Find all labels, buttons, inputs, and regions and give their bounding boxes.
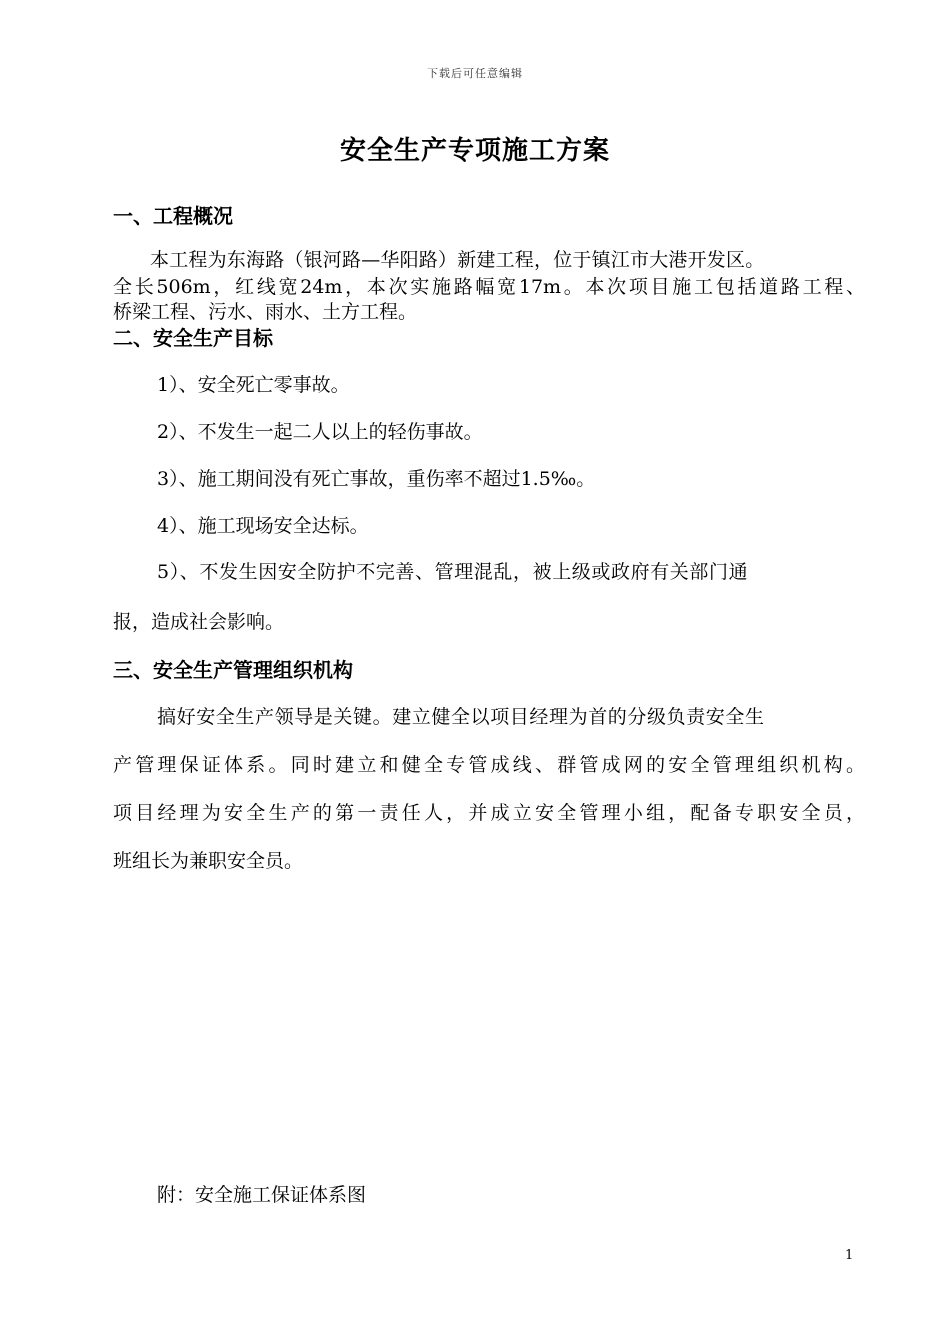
goal-item-3: 3）、施工期间没有死亡事故，重伤率不超过1.5‰。: [157, 468, 596, 490]
organization-line-3: 项目经理为安全生产的第一责任人，并成立安全管理小组，配备专职安全员，: [113, 802, 865, 824]
page-number: 1: [845, 1248, 854, 1263]
overview-line-1: 本工程为东海路（银河路—华阳路）新建工程，位于镇江市大港开发区。: [150, 249, 765, 271]
page-title: 安全生产专项施工方案: [339, 136, 610, 166]
goal-item-5-cont: 报，造成社会影响。: [113, 611, 285, 633]
header-note: 下载后可任意编辑: [427, 67, 523, 80]
overview-line-3: 桥梁工程、污水、雨水、土方工程。: [113, 301, 418, 323]
section-heading-organization: 三、安全生产管理组织机构: [113, 658, 353, 682]
organization-line-2: 产管理保证体系。同时建立和健全专管成线、群管成网的安全管理组织机构。: [113, 754, 865, 776]
organization-line-1: 搞好安全生产领导是关键。建立健全以项目经理为首的分级负责安全生: [157, 706, 765, 728]
goal-item-1: 1）、安全死亡零事故。: [157, 374, 350, 396]
overview-line-2: 全长506m，红线宽24m，本次实施路幅宽17m。本次项目施工包括道路工程、: [113, 276, 865, 298]
section-heading-goals: 二、安全生产目标: [113, 326, 273, 350]
appendix-note: 附：安全施工保证体系图: [157, 1184, 367, 1206]
goal-item-5: 5）、不发生因安全防护不完善、管理混乱，被上级或政府有关部门通: [157, 561, 749, 583]
organization-line-4: 班组长为兼职安全员。: [113, 850, 304, 872]
goal-item-4: 4）、施工现场安全达标。: [157, 515, 369, 537]
section-heading-overview: 一、工程概况: [113, 204, 233, 228]
goal-item-2: 2）、不发生一起二人以上的轻伤事故。: [157, 421, 483, 443]
